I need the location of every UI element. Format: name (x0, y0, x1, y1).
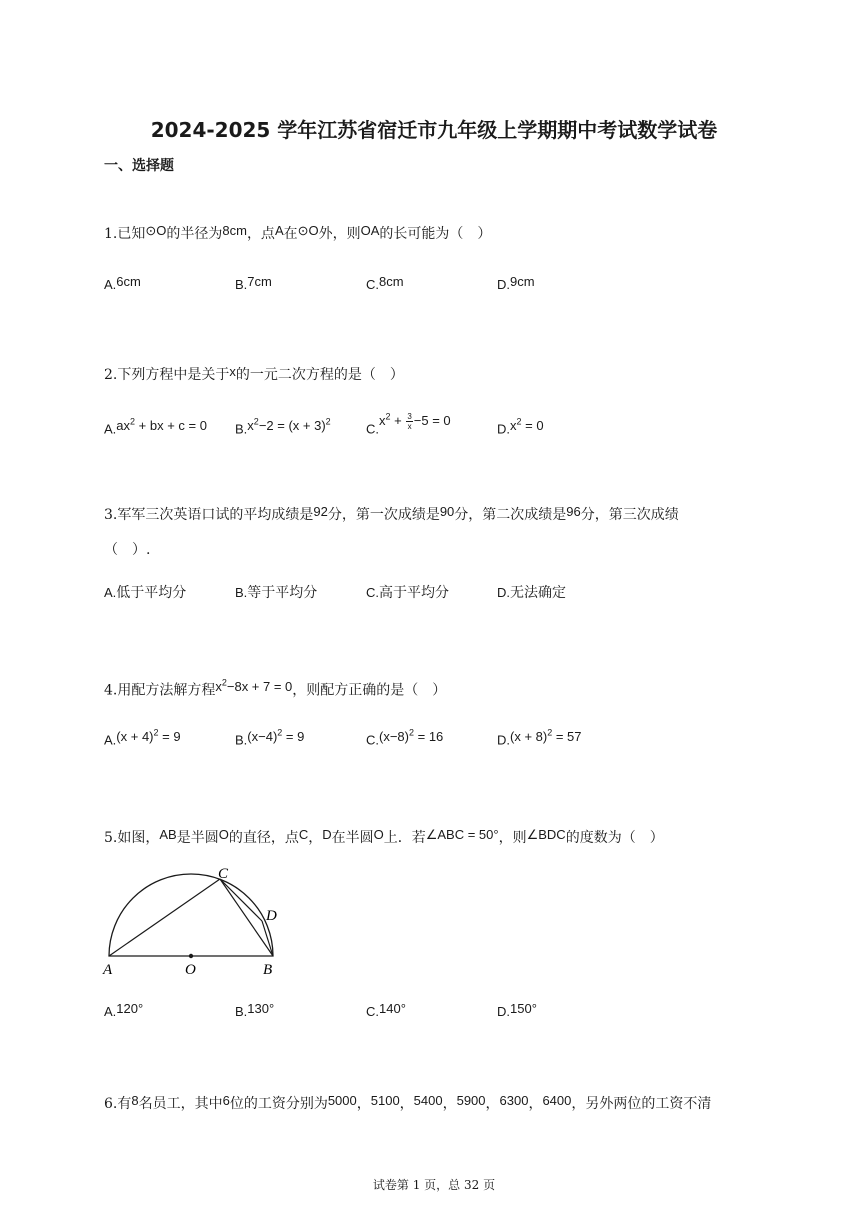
q3-math: 92 (313, 504, 328, 519)
option-c (366, 582, 449, 602)
option-c (366, 412, 451, 439)
q5-text: 的直径，点 (228, 830, 299, 846)
q3-text: 分，第二次成绩是 (454, 507, 567, 523)
q6-text: ， (485, 1096, 500, 1112)
exponent: 2 (385, 412, 391, 422)
option-text: 8cm (379, 274, 404, 289)
q5-math: O (218, 827, 229, 842)
q1-math: 8cm (222, 223, 247, 238)
q5-text: ，则 (498, 830, 527, 846)
exponent: 2 (153, 728, 159, 738)
q5-math: ∠ABC = 50° (425, 827, 499, 842)
math-part: −2 = (x + 3) (258, 418, 326, 434)
option-d (497, 582, 566, 602)
math-part: x (379, 413, 386, 429)
q6-text: 名员工，其中 (138, 1096, 223, 1112)
q1-text: 的半径为 (166, 226, 223, 242)
math-part: x (215, 679, 222, 695)
option-text: 140° (379, 1001, 406, 1016)
q5-math: AB (159, 827, 177, 842)
question-5 (104, 828, 664, 848)
option-math (379, 729, 443, 744)
q6-math: 6400 (542, 1093, 572, 1108)
option-math (510, 418, 544, 433)
question-3-line-2: （ ）. (104, 542, 151, 558)
q6-math: 6 (222, 1093, 230, 1108)
q3-math: 96 (566, 504, 581, 519)
option-b (235, 728, 305, 748)
math-part: (x + 4) (116, 729, 154, 745)
option-a (104, 274, 141, 292)
q6-text: 位的工资分别为 (229, 1096, 328, 1112)
q6-text: ，另外两位的工资不清 (571, 1096, 712, 1112)
q1-text: 在 (283, 226, 298, 242)
option-label: C. (366, 277, 379, 292)
math-part: −5 = 0 (413, 413, 451, 429)
exponent: 2 (547, 728, 553, 738)
q5-math: D (322, 827, 332, 842)
option-label: D. (497, 277, 510, 292)
option-math (510, 729, 582, 744)
label-d: D (266, 908, 277, 924)
q6-text: ， (399, 1096, 414, 1112)
option-text: 120° (116, 1001, 144, 1016)
segment-ac (109, 879, 220, 956)
math-part: = 16 (414, 729, 444, 745)
q6-text: ， (528, 1096, 543, 1112)
option-math (116, 418, 207, 433)
q5-text: 在半圆 (331, 830, 374, 846)
math-part: = 57 (552, 729, 582, 745)
q1-math: OA (360, 223, 380, 238)
q4-math (215, 679, 292, 694)
option-text: 7cm (247, 274, 272, 289)
q6-math: 6300 (499, 1093, 529, 1108)
question-2 (104, 365, 404, 385)
q4-text: 4.用配方法解方程 (104, 682, 216, 699)
q1-text: 的长可能为（ ） (379, 226, 492, 242)
q5-text: 的度数为（ ） (565, 830, 664, 846)
q6-text: ， (356, 1096, 371, 1112)
option-label: A. (104, 1004, 117, 1019)
fraction (406, 412, 412, 431)
option-label: D. (497, 421, 510, 437)
option-label: C. (366, 421, 379, 437)
q3-text: 分，第三次成绩 (580, 507, 679, 523)
q5-text: 5.如图， (104, 830, 160, 846)
label-o: O (185, 962, 196, 978)
option-text: 高于平均分 (379, 585, 449, 601)
math-part: = 0 (521, 418, 544, 434)
math-part: (x + 8) (510, 729, 548, 745)
q6-math: 5900 (456, 1093, 486, 1108)
q5-math: O (373, 827, 384, 842)
q5-text: 上．若 (383, 830, 426, 846)
option-label: D. (497, 1004, 510, 1019)
option-d (497, 1001, 537, 1019)
q2-text: 的一元二次方程的是（ ） (235, 367, 404, 383)
option-b (235, 417, 331, 437)
option-d (497, 728, 582, 748)
math-part: −8x + 7 = 0 (226, 679, 293, 695)
q6-text: 6.有 (104, 1096, 132, 1112)
option-math (247, 729, 304, 744)
option-b (235, 1001, 275, 1019)
fraction-numerator: 3 (407, 412, 412, 422)
question-6 (104, 1094, 711, 1114)
q5-math: ∠BDC (526, 827, 566, 842)
q6-math: 8 (131, 1093, 139, 1108)
option-label: B. (235, 585, 248, 600)
math-part: x (247, 418, 254, 434)
q3-text: 3.军军三次英语口试的平均成绩是 (104, 507, 314, 523)
label-b: B (263, 962, 273, 978)
q1-math: ⊙O (145, 223, 167, 238)
question-1 (104, 224, 491, 244)
option-c (366, 1001, 406, 1019)
math-part: x (510, 418, 517, 434)
option-text: 低于平均分 (116, 585, 187, 601)
option-text: 6cm (116, 274, 141, 289)
option-a (104, 1001, 144, 1019)
exponent: 2 (130, 417, 136, 427)
option-d (497, 417, 544, 437)
page-title: 2024-2025 学年江苏省宿迁市九年级上学期期中考试数学试卷 (150, 118, 718, 142)
q4-text: ，则配方正确的是（ ） (292, 682, 447, 699)
option-label: A. (104, 277, 117, 292)
q5-text: 是半圆 (176, 830, 219, 846)
option-label: B. (235, 277, 248, 292)
semicircle-figure (100, 866, 290, 978)
section-heading: 一、选择题 (104, 158, 174, 174)
q6-math: 5400 (413, 1093, 443, 1108)
option-text: 9cm (510, 274, 535, 289)
math-part: (x−8) (379, 729, 409, 745)
q1-text: ，点 (246, 226, 275, 242)
exponent: 2 (221, 678, 227, 688)
math-part: = 9 (282, 729, 305, 745)
option-b (235, 582, 317, 602)
option-math (116, 729, 180, 744)
q1-text: 1.已知 (104, 226, 146, 242)
math-part: (x−4) (247, 729, 278, 745)
q6-text: ， (442, 1096, 457, 1112)
math-part: = 9 (158, 729, 181, 745)
label-c: C (218, 866, 229, 882)
option-label: B. (235, 732, 248, 748)
option-math (379, 412, 451, 432)
exponent: 2 (325, 417, 331, 427)
q3-math: 90 (439, 504, 455, 519)
exponent: 2 (277, 728, 283, 738)
exponent: 2 (408, 728, 414, 738)
option-label: B. (235, 421, 248, 437)
math-part: + (390, 413, 406, 429)
option-label: D. (497, 732, 510, 748)
q1-math: ⊙O (297, 223, 319, 238)
q5-text: ， (308, 830, 323, 846)
option-label: C. (366, 1004, 379, 1019)
option-a (104, 582, 186, 602)
q2-text: 2.下列方程中是关于 (104, 367, 230, 383)
q2-math: x (229, 364, 236, 379)
option-c (366, 274, 404, 292)
math-part: + bx + c = 0 (135, 418, 207, 434)
option-text: 130° (247, 1001, 275, 1016)
option-a (104, 728, 181, 748)
question-4 (104, 676, 446, 700)
label-a: A (103, 962, 113, 978)
page-footer: 试卷第 1 页，总 32 页 (372, 1178, 496, 1192)
question-3 (104, 505, 679, 525)
option-a (104, 417, 207, 437)
option-label: D. (497, 585, 510, 600)
math-part: ax (116, 418, 131, 434)
q1-math: A (274, 223, 284, 238)
option-label: C. (366, 732, 379, 748)
option-label: C. (366, 585, 379, 600)
option-label: A. (104, 585, 117, 600)
option-c (366, 728, 444, 748)
q5-math: C (298, 827, 309, 842)
q1-text: 外，则 (318, 226, 361, 242)
option-label: A. (104, 732, 117, 748)
q6-math: 5000 (327, 1093, 357, 1108)
option-math (247, 418, 330, 433)
exponent: 2 (253, 417, 259, 427)
option-b (235, 274, 272, 292)
center-point (189, 954, 193, 958)
fraction-denominator: x (407, 422, 412, 432)
q6-math: 5100 (370, 1093, 400, 1108)
option-d (497, 274, 535, 292)
option-text: 无法确定 (510, 585, 566, 601)
q3-text: 分，第一次成绩是 (327, 507, 440, 523)
segment-cd (220, 879, 262, 921)
exponent: 2 (516, 417, 522, 427)
option-text: 150° (510, 1001, 537, 1016)
semicircle-outline (109, 874, 273, 956)
option-text: 等于平均分 (247, 585, 318, 601)
option-label: B. (235, 1004, 248, 1019)
option-label: A. (104, 421, 117, 437)
